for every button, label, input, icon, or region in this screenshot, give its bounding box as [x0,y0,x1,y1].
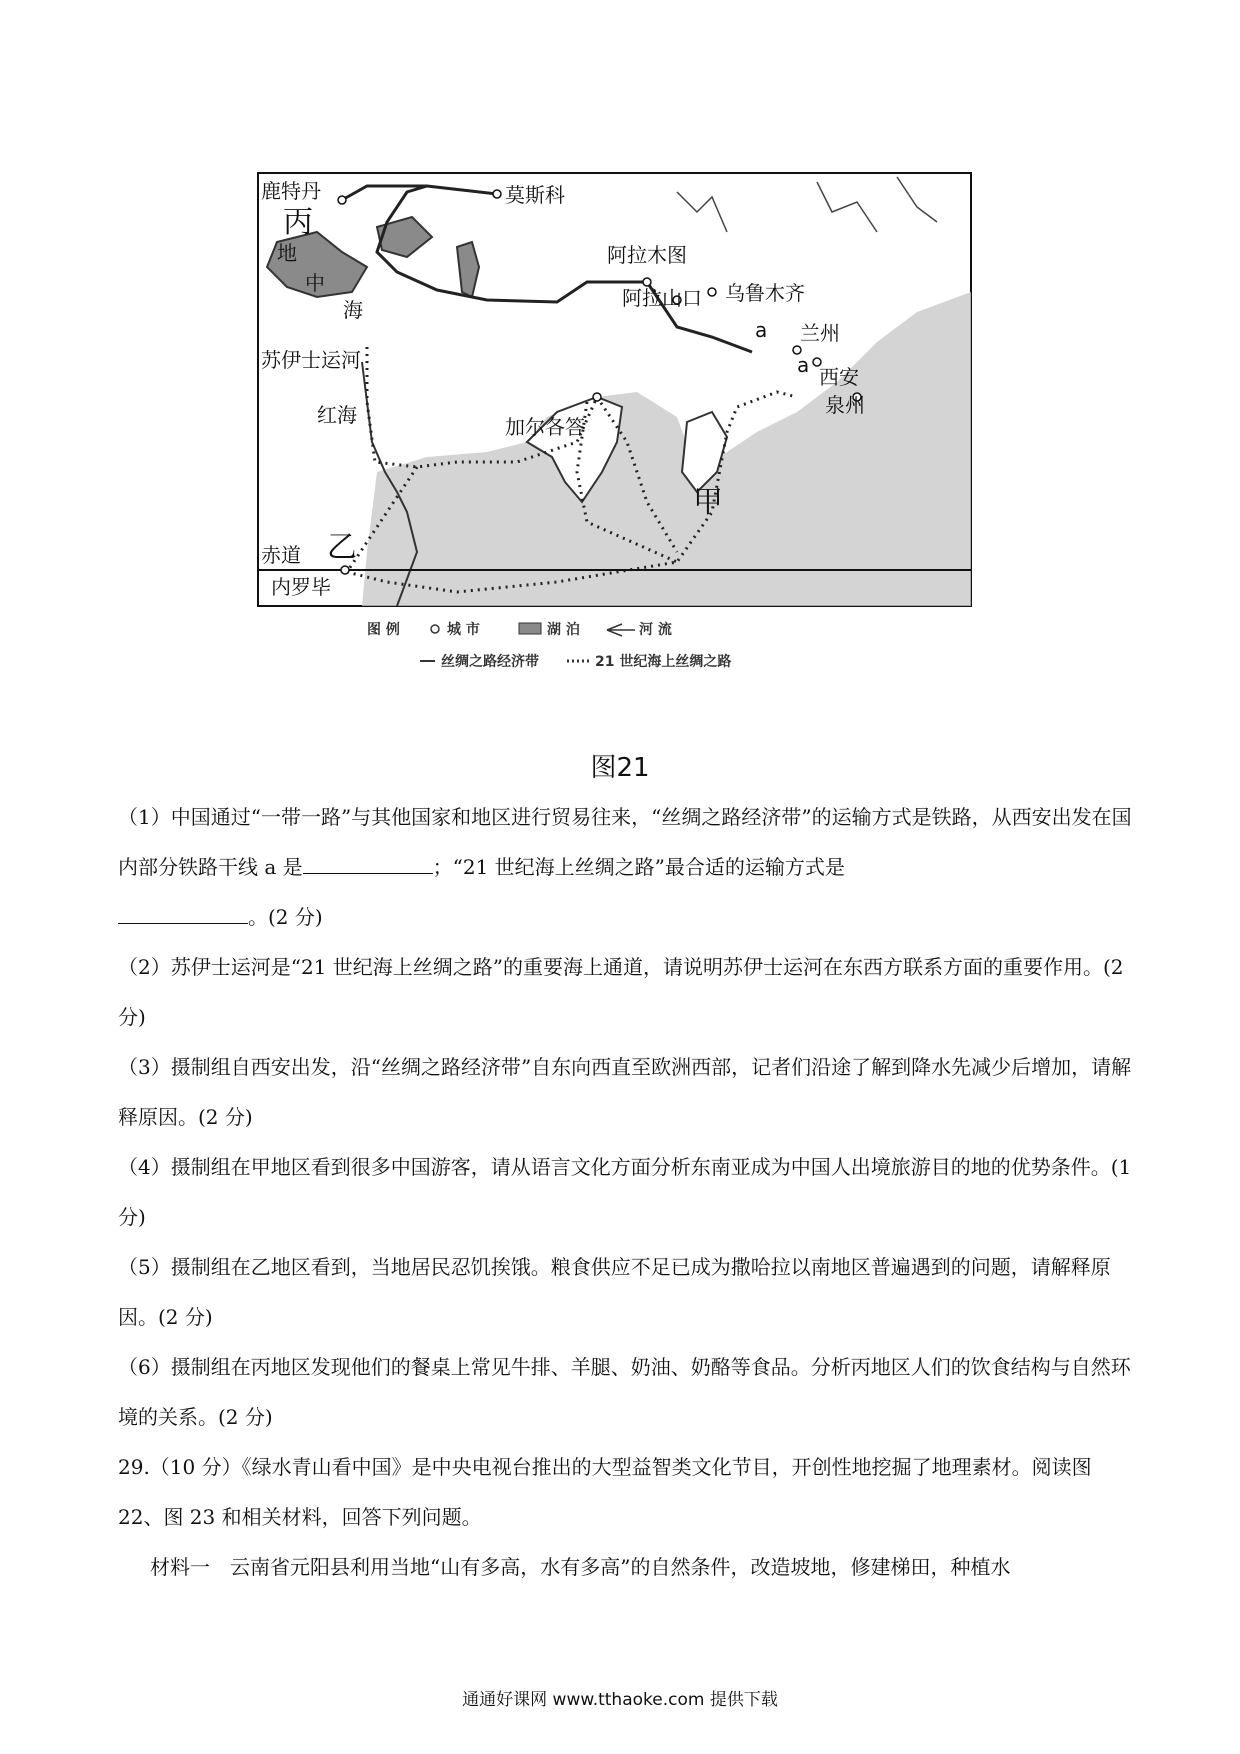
footer-watermark: 通通好课网 www.tthaoke.com 提供下载 [462,1690,778,1710]
map-svg [257,172,973,682]
material1-text: 材料一 云南省元阳县利用当地“山有多高，水有多高”的自然条件，改造坡地，修建梯田，种植水 [150,1555,1011,1579]
map-figure-21 [257,172,973,682]
legend-title: 图 例 [367,622,400,638]
label-redsea: 红海 [317,403,357,427]
label-lanzhou: 兰州 [800,321,840,345]
material-1 [150,1542,1140,1592]
figure-caption: 图21 [590,753,650,783]
legend-city: 城 市 [447,622,480,638]
q1-text-b: ；“21 世纪海上丝绸之路”最合适的运输方式是 [432,855,845,879]
question-3 [118,1042,1138,1142]
label-jia: 甲 [693,485,723,520]
legend-maritime: 21 世纪海上丝绸之路 [595,654,732,670]
label-xian: 西安 [819,365,859,389]
question-2 [118,942,1138,1042]
q1-text-c: 。(2 分) [248,905,323,929]
question-1 [118,792,1138,942]
label-kolkata: 加尔各答 [505,415,585,439]
legend-lake-symbol [519,623,541,634]
city-moscow [493,190,501,198]
q2-text: （2）苏伊士运河是“21 世纪海上丝绸之路”的重要海上通道，请说明苏伊士运河在东西方联系方面的重要作用。(2 分) [118,955,1124,1029]
label-a1: a [755,318,768,342]
city-rotterdam [338,196,346,204]
q4-text: （4）摄制组在甲地区看到很多中国游客，请从语言文化方面分析东南亚成为中国人出境旅游目的地的优势条件。(1 分) [118,1155,1132,1229]
q6-text: （6）摄制组在丙地区发现他们的餐桌上常见牛排、羊腿、奶油、奶酪等食品。分析丙地区人们的饮食结构与自然环境的关系。(2 分) [118,1355,1131,1429]
question-29 [118,1442,1138,1542]
legend-lake: 湖 泊 [547,622,580,638]
label-moscow: 莫斯科 [505,183,565,207]
legend-city-symbol [431,625,439,633]
label-nairobi: 内罗毕 [271,575,331,599]
label-zhong: 中 [305,271,325,295]
label-rotterdam: 鹿特丹 [261,179,321,203]
label-alashan: 阿拉山口 [622,286,702,310]
city-kolkata [593,393,601,401]
label-suez: 苏伊士运河 [261,348,361,372]
legend-silk-belt: 丝绸之路经济带 [441,654,539,670]
question-5 [118,1242,1138,1342]
label-di: 地 [277,241,297,265]
legend-river-symbol [607,624,635,636]
label-hai: 海 [343,298,363,322]
question-6 [118,1342,1138,1442]
q29-text: 29.（10 分）《绿水青山看中国》是中央电视台推出的大型益智类文化节目，开创性地挖掘了地理素材。阅读图 22、图 23 和相关材料，回答下列问题。 [118,1455,1092,1529]
label-equator: 赤道 [261,543,301,567]
city-almaty [643,278,651,286]
q1-text-a: （1）中国通过“一带一路”与其他国家和地区进行贸易往来，“丝绸之路经济带”的运输方式是铁路，从西安出发在国内部分铁路干线 a 是 [118,805,1132,879]
q5-text: （5）摄制组在乙地区看到，当地居民忍饥挨饿。粮食供应不足已成为撒哈拉以南地区普遍遇到的问题，请解释原因。(2 分) [118,1255,1111,1329]
answer-blank-2[interactable] [118,901,248,924]
label-almaty: 阿拉木图 [607,243,687,267]
label-quanzhou: 泉州 [825,393,865,417]
answer-blank-1[interactable] [303,851,433,874]
city-urumqi [708,288,716,296]
label-a2: a [797,353,810,377]
label-bing: 丙 [283,205,313,240]
label-urumqi: 乌鲁木齐 [725,281,805,305]
question-4 [118,1142,1138,1242]
city-nairobi [341,566,349,574]
legend-river: 河 流 [639,622,672,638]
label-yi: 乙 [327,530,357,565]
q3-text: （3）摄制组自西安出发，沿“丝绸之路经济带”自东向西直至欧洲西部，记者们沿途了解到降水先减少后增加，请解释原因。(2 分) [118,1055,1132,1129]
